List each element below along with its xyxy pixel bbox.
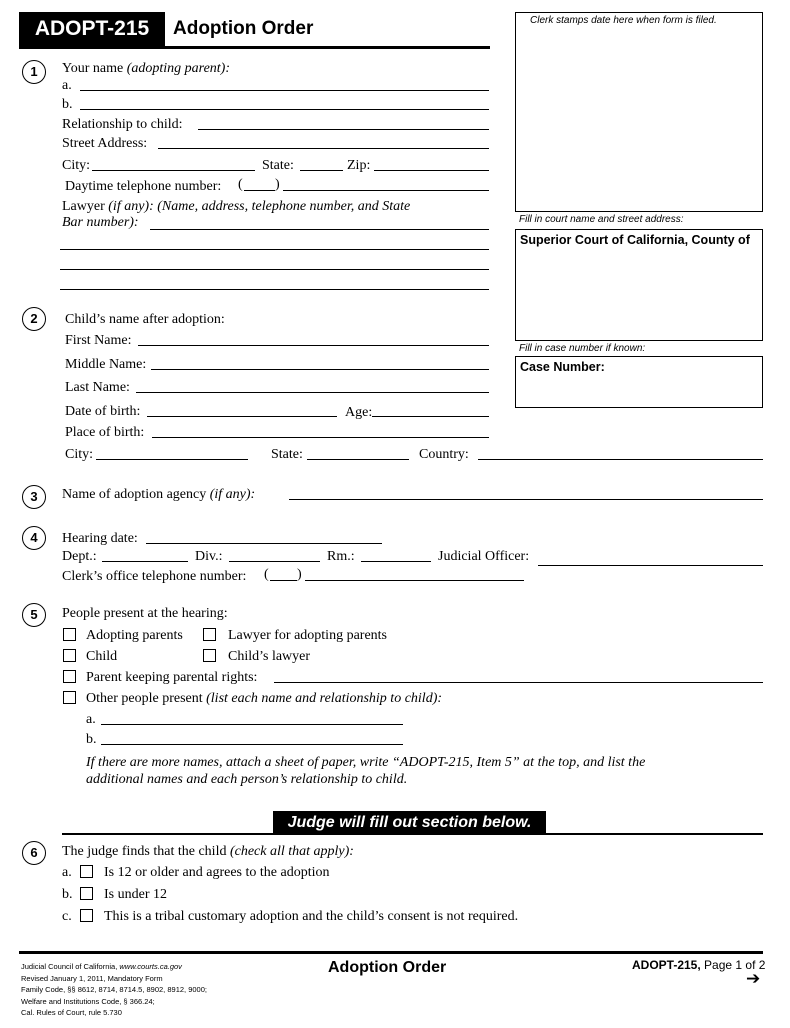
footer-title: Adoption Order xyxy=(328,959,447,976)
item-1-title: Your name (adopting parent): xyxy=(62,61,231,76)
footer-form-code: ADOPT-215, xyxy=(632,958,701,972)
child-city-field[interactable] xyxy=(96,459,248,460)
clerk-phone-paren-close: ) xyxy=(297,567,302,582)
item-3-number: 3 xyxy=(22,485,46,509)
footer-rule xyxy=(19,951,763,954)
other-b-field[interactable] xyxy=(101,744,403,745)
lawyer-field-2[interactable] xyxy=(60,249,489,250)
phone-paren-close: ) xyxy=(275,177,280,192)
footer-page-number: Page 1 of 2 xyxy=(704,958,766,972)
age-label: Age: xyxy=(345,405,373,420)
under-12-checkbox[interactable] xyxy=(80,887,93,900)
over-12-text: Is 12 or older and agrees to the adoption xyxy=(104,865,330,880)
lawyer-label: Lawyer (if any): (Name, address, telephone number, and State xyxy=(62,199,411,214)
phone-area-field[interactable] xyxy=(244,190,275,191)
daytime-phone-label: Daytime telephone number: xyxy=(65,179,222,194)
item-3-label: Name of adoption agency (if any): xyxy=(62,487,256,502)
zip-label: Zip: xyxy=(347,158,371,173)
item-5-title: People present at the hearing: xyxy=(62,606,228,621)
div-label: Div.: xyxy=(195,549,223,564)
street-label: Street Address: xyxy=(62,136,148,151)
clerk-stamp-label: Clerk stamps date here when form is filed. xyxy=(530,15,717,26)
other-people-label: Other people present (list each name and relationship to child): xyxy=(86,691,443,706)
other-a-label: a. xyxy=(86,712,96,727)
child-country-field[interactable] xyxy=(478,459,763,460)
childs-lawyer-label: Child’s lawyer xyxy=(228,649,311,664)
clerk-phone-area-field[interactable] xyxy=(270,580,297,581)
other-b-label: b. xyxy=(86,732,97,747)
city-label: City: xyxy=(62,158,91,173)
lawyer-label-2: Bar number): xyxy=(62,215,139,230)
child-country-label: Country: xyxy=(419,447,469,462)
adopting-parents-label: Adopting parents xyxy=(86,628,183,643)
pob-field[interactable] xyxy=(152,437,489,438)
footer-line-1: Judicial Council of California, www.courts.ca.gov xyxy=(21,962,182,971)
other-people-checkbox[interactable] xyxy=(63,691,76,704)
first-name-field[interactable] xyxy=(138,345,489,346)
dept-field[interactable] xyxy=(102,561,188,562)
page-title: Adoption Order xyxy=(173,18,314,39)
item-5-note-1: If there are more names, attach a sheet of paper, write “ADOPT-215, Item 5” at the top, and list the xyxy=(86,755,646,770)
lawyer-field-3[interactable] xyxy=(60,269,489,270)
item-6-c-label: c. xyxy=(62,909,72,924)
div-field[interactable] xyxy=(229,561,320,562)
child-state-label: State: xyxy=(271,447,303,462)
item-2-title: Child’s name after adoption: xyxy=(65,312,225,327)
adoption-agency-field[interactable] xyxy=(289,499,763,500)
header-rule xyxy=(19,46,490,49)
pob-label: Place of birth: xyxy=(65,425,145,440)
under-12-text: Is under 12 xyxy=(104,887,167,902)
parent-keeping-rights-label: Parent keeping parental rights: xyxy=(86,670,258,685)
judge-section-rule xyxy=(62,833,763,835)
parent-keeping-rights-checkbox[interactable] xyxy=(63,670,76,683)
tribal-adoption-checkbox[interactable] xyxy=(80,909,93,922)
last-name-field[interactable] xyxy=(136,392,489,393)
phone-paren-open: ( xyxy=(238,177,243,192)
zip-field[interactable] xyxy=(374,170,489,171)
case-number-text: Case Number: xyxy=(520,360,605,374)
child-city-label: City: xyxy=(65,447,94,462)
next-page-arrow-icon: ➔ xyxy=(746,969,761,988)
item-6-number: 6 xyxy=(22,841,46,865)
adopting-parent-a-field[interactable] xyxy=(80,90,489,91)
case-label: Fill in case number if known: xyxy=(519,343,646,354)
item-6-b-label: b. xyxy=(62,887,73,902)
tribal-adoption-text: This is a tribal customary adoption and the child’s consent is not required. xyxy=(104,909,519,924)
adopting-parents-checkbox[interactable] xyxy=(63,628,76,641)
item-4-number: 4 xyxy=(22,526,46,550)
item-6-a-label: a. xyxy=(62,865,72,880)
dob-field[interactable] xyxy=(147,416,337,417)
judge-section-banner: Judge will fill out section below. xyxy=(273,811,546,834)
item-5-note-2: additional names and each person’s relationship to child. xyxy=(86,772,408,787)
child-checkbox[interactable] xyxy=(63,649,76,662)
lawyer-field-1[interactable] xyxy=(150,229,489,230)
clerk-phone-field[interactable] xyxy=(305,580,524,581)
over-12-checkbox[interactable] xyxy=(80,865,93,878)
clerk-stamp-box xyxy=(515,12,763,212)
rm-label: Rm.: xyxy=(327,549,355,564)
item-2-number: 2 xyxy=(22,307,46,331)
state-field[interactable] xyxy=(300,170,343,171)
clerk-phone-paren-open: ( xyxy=(264,567,269,582)
adopting-parent-b-field[interactable] xyxy=(80,109,489,110)
middle-name-label: Middle Name: xyxy=(65,357,147,372)
rm-field[interactable] xyxy=(361,561,431,562)
city-field[interactable] xyxy=(92,170,255,171)
court-name-text: Superior Court of California, County of xyxy=(520,233,750,247)
hearing-date-field[interactable] xyxy=(146,543,382,544)
clerk-phone-label: Clerk’s office telephone number: xyxy=(62,569,247,584)
other-a-field[interactable] xyxy=(101,724,403,725)
parent-keeping-rights-field[interactable] xyxy=(274,682,763,683)
relationship-field[interactable] xyxy=(198,129,489,130)
judicial-officer-field[interactable] xyxy=(538,565,763,566)
middle-name-field[interactable] xyxy=(151,369,489,370)
hearing-date-label: Hearing date: xyxy=(62,531,138,546)
court-label: Fill in court name and street address: xyxy=(519,214,684,225)
first-name-label: First Name: xyxy=(65,333,132,348)
footer-line-4: Welfare and Institutions Code, § 366.24; xyxy=(21,996,155,1006)
item-6-title: The judge finds that the child (check all that apply): xyxy=(62,844,354,859)
item-1-b-label: b. xyxy=(62,97,73,112)
item-1-a-label: a. xyxy=(62,78,72,93)
item-5-number: 5 xyxy=(22,603,46,627)
judicial-officer-label: Judicial Officer: xyxy=(438,549,530,564)
lawyer-adopting-checkbox[interactable] xyxy=(203,628,216,641)
state-label: State: xyxy=(262,158,294,173)
footer-citations xyxy=(21,961,207,1019)
item-1-number: 1 xyxy=(22,60,46,84)
footer-line-3: Family Code, §§ 8612, 8714, 8714.5, 8902, 8912, 9000; xyxy=(21,985,207,994)
phone-number-field[interactable] xyxy=(283,190,489,191)
lawyer-field-4[interactable] xyxy=(60,289,489,290)
child-state-field[interactable] xyxy=(307,459,409,460)
footer-line-5: Cal. Rules of Court, rule 5.730 xyxy=(21,1008,122,1017)
street-field[interactable] xyxy=(158,148,489,149)
relationship-label: Relationship to child: xyxy=(62,117,183,132)
last-name-label: Last Name: xyxy=(65,380,130,395)
footer-line-2: Revised January 1, 2011, Mandatory Form xyxy=(21,973,163,983)
dept-label: Dept.: xyxy=(62,549,97,564)
childs-lawyer-checkbox[interactable] xyxy=(203,649,216,662)
dob-label: Date of birth: xyxy=(65,404,141,419)
age-field[interactable] xyxy=(372,416,489,417)
form-code-badge: ADOPT-215 xyxy=(19,12,165,46)
lawyer-adopting-label: Lawyer for adopting parents xyxy=(228,628,387,643)
child-label: Child xyxy=(86,649,118,664)
